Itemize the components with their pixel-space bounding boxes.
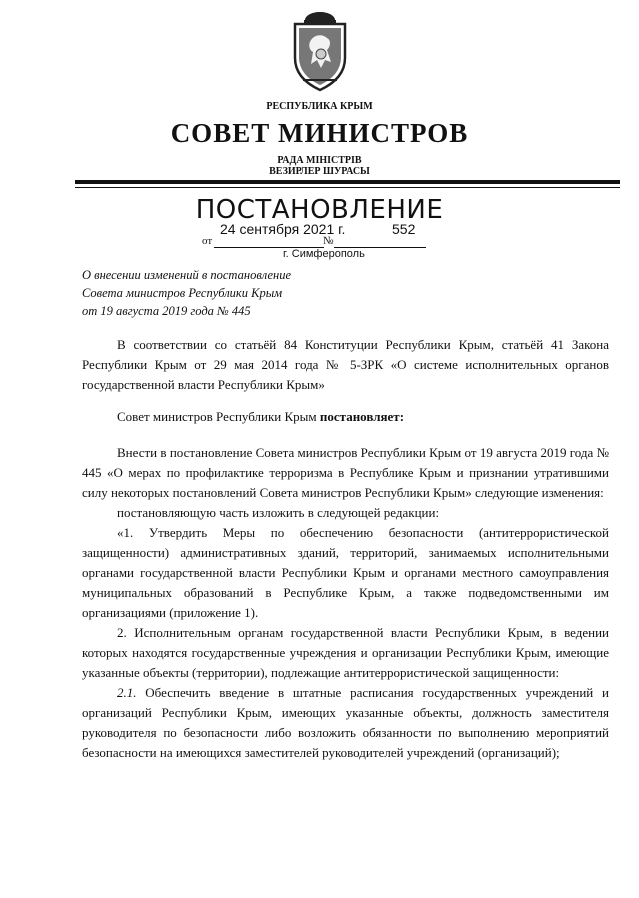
from-label: от bbox=[202, 235, 213, 247]
republic-label: РЕСПУБЛИКА КРЫМ bbox=[266, 101, 373, 112]
rada-label: РАДА МІНІСТРІВ bbox=[277, 155, 362, 166]
number-label: № bbox=[323, 235, 334, 247]
resolves-paragraph bbox=[82, 407, 609, 427]
subject-line: Совета министров Республики Крым bbox=[82, 286, 283, 300]
resolves-keyword: постановляет: bbox=[319, 409, 405, 424]
clause-number: 2.1. bbox=[117, 685, 137, 700]
vezirler-label: ВЕЗИРЛЕР ШУРАСЫ bbox=[269, 166, 370, 177]
subject-line: О внесении изменений в постановление bbox=[82, 268, 292, 282]
header-divider-thin bbox=[75, 187, 620, 188]
decree-number: 552 bbox=[392, 221, 416, 237]
decree-date: 24 сентября 2021 г. bbox=[220, 221, 346, 237]
preamble-paragraph: В соответствии со статьёй 84 Конституции Республики Крым, статьёй 41 Закона Республики Крым от 29 мая 2014 года № 5-ЗРК «О системе исполнительных органов государственной власти Республики Крым» bbox=[82, 337, 609, 392]
city-label: г. Симферополь bbox=[283, 248, 365, 260]
clause-paragraph bbox=[82, 683, 609, 763]
council-title: СОВЕТ МИНИСТРОВ bbox=[170, 118, 469, 148]
amendments-block bbox=[82, 443, 609, 763]
crimea-coat-of-arms-icon bbox=[291, 10, 349, 94]
preamble-block bbox=[82, 335, 609, 395]
subject-line: от 19 августа 2019 года № 445 bbox=[82, 304, 251, 318]
header-divider-thick bbox=[75, 180, 620, 184]
resolves-block bbox=[82, 407, 609, 427]
body-paragraph: Внести в постановление Совета министров Республики Крым от 19 августа 2019 года № 445 «О мерах по профилактике терроризма в Республике Крым и признании утратившими силу некоторых постановлений Совета министров Республики Крым» следующие изменения: bbox=[82, 445, 609, 500]
body-paragraph: постановляющую часть изложить в следующей редакции: bbox=[117, 505, 440, 520]
decree-title: ПОСТАНОВЛЕНИЕ bbox=[195, 195, 444, 225]
decree-subject bbox=[82, 266, 402, 320]
resolves-prefix: Совет министров Республики Крым bbox=[117, 409, 320, 424]
clause-text: Обеспечить введение в штатные расписания государственных учреждений и организаций Республики Крым, имеющих указанные объекты, должность заместителя руководителя по безопасности либо возложить обязанности по выполнению мероприятий безопасности на имеющихся заместителей руководителей учреждений (организаций); bbox=[82, 685, 609, 760]
body-paragraph: 2. Исполнительным органам государственной власти Республики Крым, в ведении которых находятся государственные учреждения и организации Республики Крым, имеющие указанные объекты (территории), подлежащие антитеррористической защищенности: bbox=[82, 625, 609, 680]
body-paragraph: «1. Утвердить Меры по обеспечению безопасности (антитеррористической защищенности) административных зданий, территорий, занимаемых исполнительными органами государственной власти Республики Крым и органами местного самоуправления муниципальных образований в Республике Крым, а также подведомственными им организациями (приложение 1). bbox=[82, 525, 609, 620]
